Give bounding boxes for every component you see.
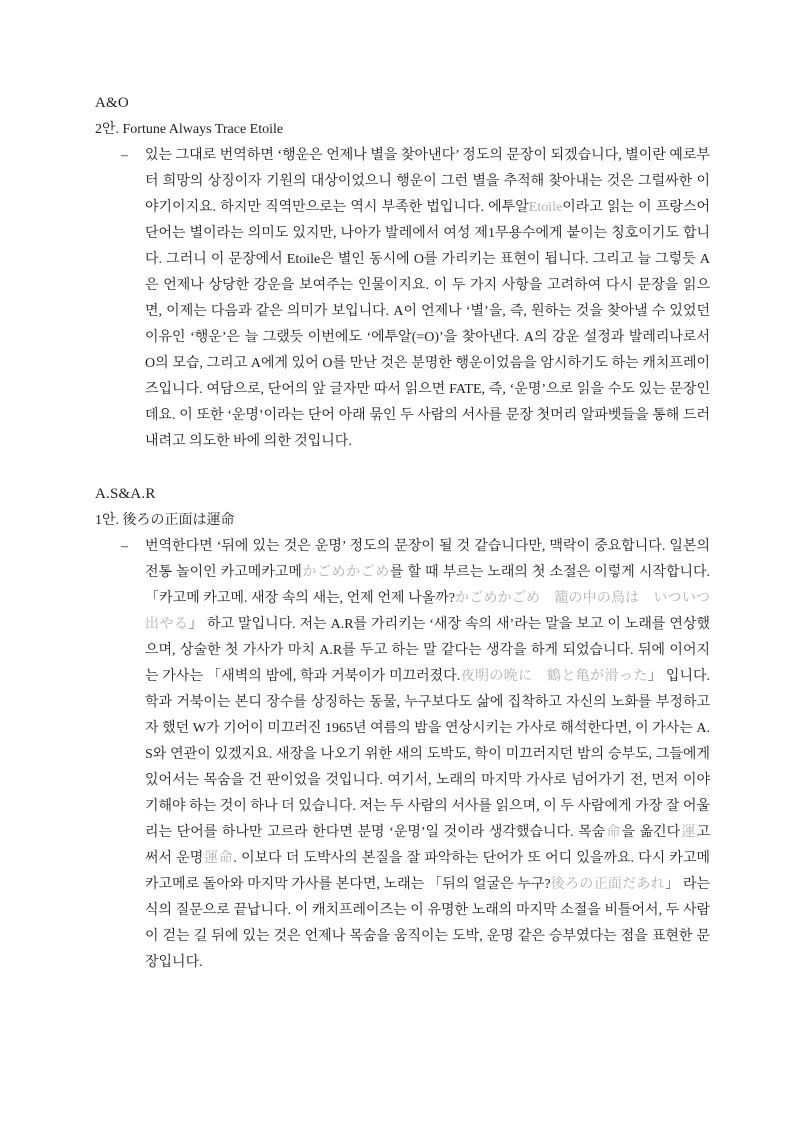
text-run: 번역한다면 ‘뒤에 있는 것은 운명’ 정도의 문장이 될 것 같습니다만, 맥락이 중요합니다. 일본의 전통 놀이인 카고메카고메 (145, 539, 710, 580)
section-a-and-o (95, 90, 710, 455)
text-run: 를 할 때 부르는 노래의 첫 소절은 이렇게 시작합니다. 「카고메 카고메. 새장 속의 새는, 언제 언제 나올까? (145, 565, 711, 606)
text-run: . 이보다 더 도박사의 본질을 잘 파악하는 단어가 또 어디 있을까요. 다시 카고메카고메로 돌아와 마지막 가사를 본다면, 노래는 「뒤의 얼굴은 누구? (145, 851, 710, 892)
section-as-and-ar (95, 481, 710, 976)
bullet-dash: – (121, 539, 128, 554)
muted-text-run: 運 (680, 825, 697, 840)
bullet-item (95, 143, 710, 455)
muted-text-run: 後ろの正面だあれ (550, 877, 665, 892)
bullet-paragraph (145, 143, 710, 455)
section-heading: A&O (95, 95, 129, 111)
muted-text-run: 運命 (203, 851, 234, 866)
bullet-paragraph (145, 534, 710, 976)
text-run: 」 라는 식의 질문으로 끝납니다. 이 캐치프레이즈는 이 유명한 노래의 마지막 소절을 비틀어서, 두 사람이 걷는 길 뒤에 있는 것은 언제나 목숨을 움직이는 도박, 운명 같은 승부였다는 점을 표현한 문장입니다. (145, 877, 710, 970)
section-subheading: 2안. Fortune Always Trace Etoile (95, 122, 284, 137)
muted-text-run: 夜明の晩に 鶴と亀が滑った (460, 669, 648, 684)
text-run: 이라고 읽는 이 프랑스어 단어는 별이라는 의미도 있지만, 나아가 발레에서 여성 제1무용수에게 붙이는 칭호이기도 합니다. 그러니 이 문장에서 Etoile은 별인 동시에 O를 가리키는 표현이 됩니다. 그리고 늘 그렇듯 A은 언제나 상당한 강운을 보여주는 인물이지요. 이 두 가지 사항을 고려하여 다시 문장을 읽으면, 이제는 다음과 같은 의미가 보입니다. A이 언제나 ‘별’을, 즉, 원하는 것을 찾아낼 수 있었던 이유인 ‘행운’은 늘 그랬듯 이번에도 ‘에투알(=O)’을 찾아낸다. A의 강운 설정과 발레리나로서 O의 모습, 그리고 A에게 있어 O를 만난 것은 분명한 행운이었음을 암시하기도 하는 캐치프레이즈입니다. 여담으로, 단어의 앞 글자만 따서 읽으면 FATE, 즉, ‘운명’으로 읽을 수도 있는 문장인데요. 이 또한 ‘운명’이라는 단어 아래 묶인 두 사람의 서사를 문장 첫머리 알파벳들을 통해 드러내려고 의도한 바에 의한 것입니다. (145, 200, 710, 449)
bullet-dash: – (121, 148, 128, 163)
section-heading: A.S&A.R (95, 486, 156, 502)
muted-text-run: Etoile (528, 200, 563, 215)
text-run: 고 써서 운명 (145, 825, 711, 866)
text-run: 」 하고 말입니다. 저는 A.R를 가리키는 ‘새장 속의 새’라는 말을 보고 이 노래를 연상했으며, 상술한 첫 가사가 마치 A.R를 두고 하는 말 같다는 생각을 하게 되었습니다. 뒤에 이어지는 가사는 「새벽의 밤에, 학과 거북이가 미끄러졌다. (145, 617, 711, 684)
text-run: 」 입니다. 학과 거북이는 본디 장수를 상징하는 동물, 누구보다도 삶에 집착하고 자신의 노화를 부정하고자 했던 W가 기어이 미끄러진 1965년 여름의 밤을 연상시키는 가사로 해석한다면, 이 가사는 A.S와 연관이 있겠지요. 새장을 나오기 위한 새의 도박도, 학이 미끄러지던 밤의 승부도, 그들에게 있어서는 목숨을 건 판이었을 것입니다. 여기서, 노래의 마지막 가사로 넘어가기 전, 먼저 이야기해야 하는 것이 하나 더 있습니다. 저는 두 사람의 서사를 읽으며, 이 두 사람에게 가장 잘 어울리는 단어를 하나만 고르라 한다면 분명 ‘운명’일 것이라 생각했습니다. 목숨 (145, 669, 711, 840)
muted-text-run: 命 (605, 825, 622, 840)
text-run: 있는 그대로 번역하면 ‘행운은 언제나 별을 찾아낸다’ 정도의 문장이 되겠습니다, 별이란 예로부터 희망의 상징이자 기원의 대상이었으니 행운이 그런 별을 추적해 찾아내는 것은 그럴싸한 이야기이지요. 하지만 직역만으로는 역시 부족한 법입니다. 에투알 (145, 148, 710, 215)
section-subheading: 1안. 後ろの正面は運命 (95, 513, 235, 528)
bullet-item (95, 534, 710, 976)
muted-text-run: かごめかごめ (301, 565, 390, 580)
text-run: 을 옮긴다 (621, 825, 681, 840)
muted-text-run: かごめかごめ 籠の中の鳥は いついつ出やる (145, 591, 711, 632)
